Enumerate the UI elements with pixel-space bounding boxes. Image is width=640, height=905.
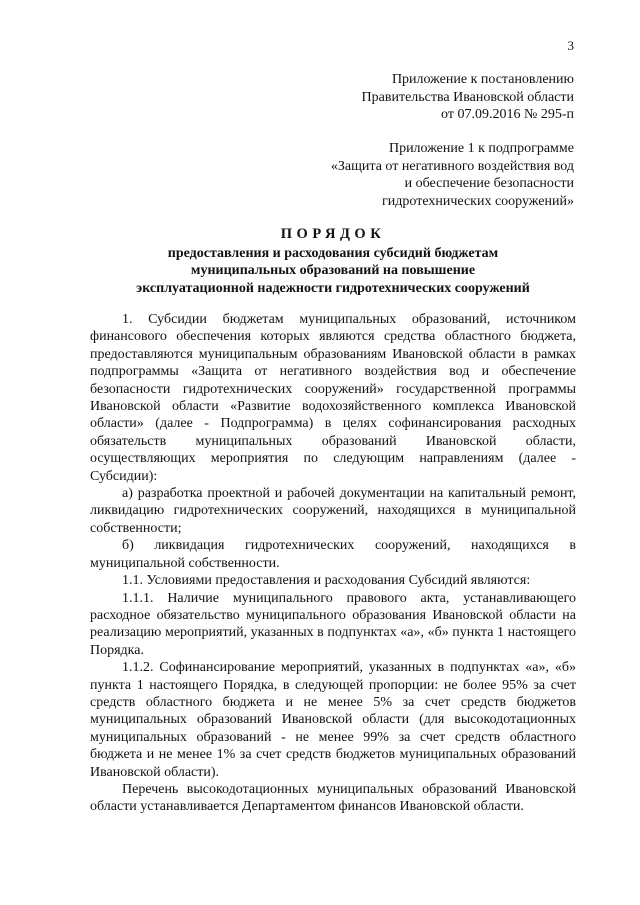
title-line: эксплуатационной надежности гидротехнических сооружений — [136, 280, 530, 296]
appendix-line: от 07.09.2016 № 295-п — [441, 107, 574, 122]
appendix-header — [362, 71, 574, 124]
document-title — [90, 226, 576, 297]
document-body — [90, 311, 576, 816]
page-number: 3 — [567, 38, 574, 53]
title-line: муниципальных образований на повышение — [190, 263, 476, 278]
appendix-line: и обеспечение безопасности — [404, 176, 574, 191]
appendix-line: «Защита от негативного воздействия вод — [330, 158, 574, 174]
paragraph: 1.1.1. Наличие муниципального правового акта, устанавливающего расходное обязательство муниципального образования Ивановской области на реализацию мероприятий, указанных в подпунктах «а», «б» пункта 1 настоящего Порядка. — [90, 590, 576, 658]
sub-appendix-header — [331, 140, 574, 210]
appendix-line: Правительства Ивановской области — [361, 89, 574, 105]
title-heading: ПОРЯДОК — [280, 226, 386, 242]
appendix-line: Приложение к постановлению — [391, 72, 574, 87]
appendix-line: гидротехнических сооружений» — [382, 193, 574, 209]
appendix-line: Приложение 1 к подпрограмме — [388, 141, 574, 156]
paragraph: 1. Субсидии бюджетам муниципальных образований, источником финансового обеспечения которых являются средства областного бюджета, предоставляются муниципальным образованиям Ивановской области в рамках подпрограммы «Защита от негативного воздействия вод и обеспечение безопасности гидротехнических сооружений» государственной программы Ивановской области «Развитие водохозяйственного комплекса Ивановской области» (далее - Подпрограмма) в целях софинансирования расходных обязательств муниципальных образований Ивановской области, осуществляющих мероприятия по следующим направлениям (далее - Субсидии): — [90, 312, 576, 484]
paragraph: а) разработка проектной и рабочей документации на капитальный ремонт, ликвидацию гидротехнических сооружений, находящихся в муниципальной собственности; — [90, 486, 576, 536]
paragraph: 1.1.2. Софинансирование мероприятий, указанных в подпунктах «а», «б» пункта 1 настоящего Порядка, в следующей пропорции: не более 95% за счет средств областного бюджета и не менее 5% за счет средств бюджетов муниципальных образований Ивановской области (для высокодотационных муниципальных образований - не менее 99% за счет средств областного бюджета и не менее 1% за счет средств бюджетов муниципальных образований Ивановской области). — [90, 660, 576, 780]
paragraph: 1.1. Условиями предоставления и расходования Субсидий являются: — [122, 573, 531, 589]
paragraph: б) ликвидация гидротехнических сооружений, находящихся в муниципальной собственности. — [90, 538, 576, 571]
paragraph: Перечень высокодотационных муниципальных образований Ивановской области устанавливается Департаментом финансов Ивановской области. — [90, 781, 576, 815]
title-line: предоставления и расходования субсидий бюджетам — [167, 245, 499, 261]
